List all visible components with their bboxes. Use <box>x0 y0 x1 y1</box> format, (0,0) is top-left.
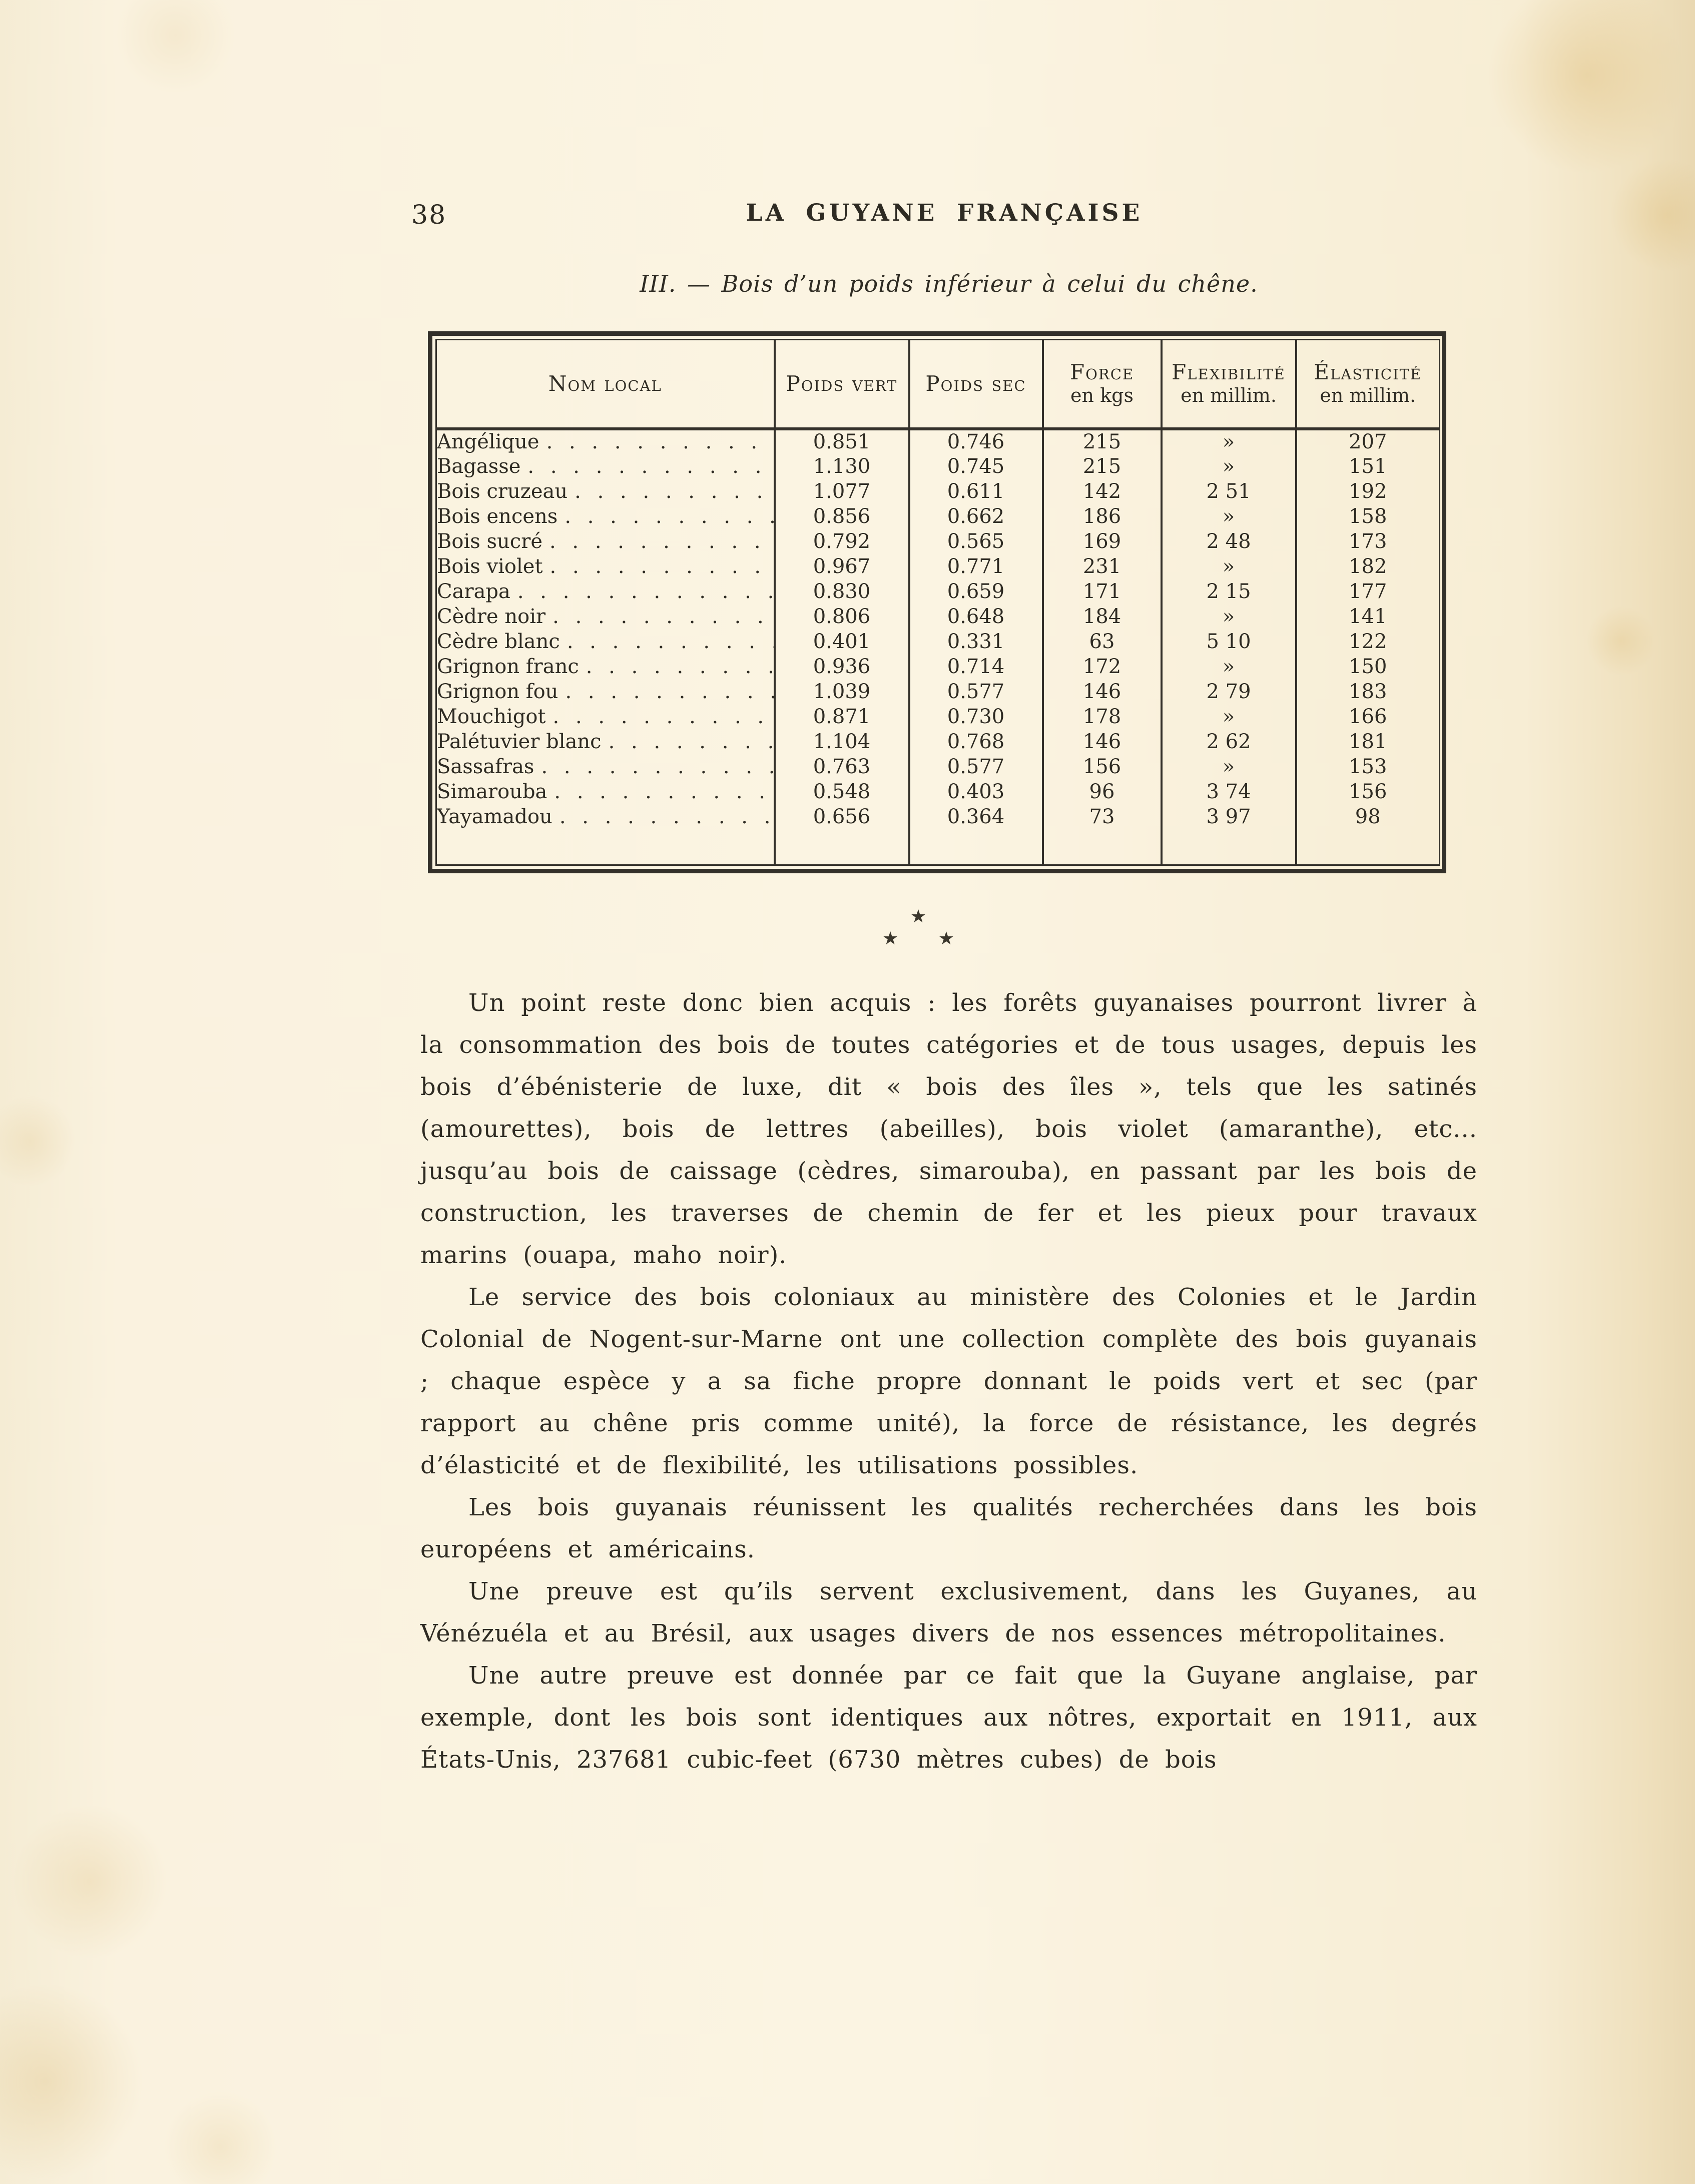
paragraph-2: Le service des bois coloniaux au ministère des Colonies et le Jardin Colonial de Nogent-sur-Marne ont une collection complète des bois guyanais ; chaque espèce y a sa fiche propre donnant le poids vert et sec (par rapport au chêne pris comme unité), la force de résistance, les degrés d’élasticité et de flexibilité, les utilisations possibles. <box>420 1283 1477 1479</box>
cell-poids-vert: 1.104 <box>775 729 909 754</box>
cell-poids-vert: 0.871 <box>775 704 909 729</box>
cell-poids-sec: 0.611 <box>909 479 1043 504</box>
table-row <box>436 679 1440 704</box>
star-icons: ★ ★ <box>882 928 971 949</box>
cell-force: 231 <box>1043 554 1162 579</box>
cell-poids-vert: 1.130 <box>775 454 909 479</box>
dot-leader <box>586 655 774 678</box>
cell-poids-sec: 0.771 <box>909 554 1043 579</box>
cell-force: 73 <box>1043 804 1162 829</box>
cell-name: Angélique . . . <box>436 429 775 454</box>
cell-name: Bagasse . . . <box>436 454 775 479</box>
cell-elasticite: 173 <box>1296 529 1440 554</box>
table-row <box>436 779 1440 804</box>
cell-flexibilite: 2 48 <box>1162 529 1296 554</box>
section-title: III. — Bois d’un poids inférieur à celui du chêne. <box>640 270 1258 297</box>
cell-flexibilite: » <box>1162 429 1296 454</box>
dot-leader <box>564 505 773 528</box>
paragraph-3: Les bois guyanais réunissent les qualités recherchées dans les bois européens et américains. <box>420 1493 1477 1563</box>
dot-leader <box>609 730 774 753</box>
cell-poids-vert: 1.039 <box>775 679 909 704</box>
cell-poids-sec: 0.714 <box>909 654 1043 679</box>
dot-leader <box>567 630 774 653</box>
cell-elasticite: 150 <box>1296 654 1440 679</box>
running-title: LA GUYANE FRANÇAISE <box>746 199 1143 227</box>
cell-flexibilite: » <box>1162 504 1296 529</box>
cell-force: 186 <box>1043 504 1162 529</box>
cell-force: 172 <box>1043 654 1162 679</box>
paragraph-4: Une preuve est qu’ils servent exclusivement, dans les Guyanes, au Vénézuéla et au Brésil, aux usages divers de nos essences métropolitaines. <box>420 1577 1477 1648</box>
cell-poids-sec: 0.768 <box>909 729 1043 754</box>
cell-flexibilite: 5 10 <box>1162 629 1296 654</box>
cell-force: 146 <box>1043 679 1162 704</box>
cell-elasticite: 158 <box>1296 504 1440 529</box>
dot-leader <box>554 780 773 803</box>
body-text <box>420 982 1477 1781</box>
cell-force: 96 <box>1043 779 1162 804</box>
cell-poids-sec: 0.662 <box>909 504 1043 529</box>
cell-poids-sec: 0.577 <box>909 754 1043 779</box>
cell-poids-vert: 0.856 <box>775 504 909 529</box>
table-row <box>436 554 1440 579</box>
cell-poids-sec: 0.577 <box>909 679 1043 704</box>
cell-flexibilite: » <box>1162 704 1296 729</box>
cell-poids-vert: 0.851 <box>775 429 909 454</box>
cell-elasticite: 182 <box>1296 554 1440 579</box>
table-row <box>436 654 1440 679</box>
cell-name: Sassafras . . . <box>436 754 775 779</box>
cell-poids-vert: 0.806 <box>775 604 909 629</box>
cell-force: 178 <box>1043 704 1162 729</box>
header-force: Force en kgs <box>1043 340 1162 429</box>
cell-flexibilite: 2 62 <box>1162 729 1296 754</box>
cell-elasticite: 122 <box>1296 629 1440 654</box>
cell-poids-vert: 0.548 <box>775 779 909 804</box>
header-elasticite: Élasticité en millim. <box>1296 340 1440 429</box>
header-flexibilite: Flexibilité en millim. <box>1162 340 1296 429</box>
table-row <box>436 604 1440 629</box>
cell-force: 184 <box>1043 604 1162 629</box>
cell-force: 215 <box>1043 429 1162 454</box>
dot-leader <box>553 705 774 728</box>
cell-poids-vert: 0.936 <box>775 654 909 679</box>
cell-elasticite: 151 <box>1296 454 1440 479</box>
cell-name: Grignon fou . . . <box>436 679 775 704</box>
cell-flexibilite: » <box>1162 454 1296 479</box>
cell-force: 63 <box>1043 629 1162 654</box>
cell-force: 156 <box>1043 754 1162 779</box>
cell-flexibilite: 3 74 <box>1162 779 1296 804</box>
table-row <box>436 579 1440 604</box>
cell-elasticite: 207 <box>1296 429 1440 454</box>
dot-leader <box>565 680 773 703</box>
cell-name: Palétuvier blanc . . . <box>436 729 775 754</box>
cell-flexibilite: 2 15 <box>1162 579 1296 604</box>
cell-flexibilite: » <box>1162 654 1296 679</box>
cell-elasticite: 181 <box>1296 729 1440 754</box>
running-head <box>411 199 1477 235</box>
cell-elasticite: 177 <box>1296 579 1440 604</box>
table-row <box>436 429 1440 454</box>
dot-leader <box>575 480 773 503</box>
table-header-row <box>436 340 1440 429</box>
cell-poids-sec: 0.730 <box>909 704 1043 729</box>
dot-leader <box>550 555 774 578</box>
cell-poids-sec: 0.745 <box>909 454 1043 479</box>
cell-force: 171 <box>1043 579 1162 604</box>
cell-elasticite: 98 <box>1296 804 1440 829</box>
header-nom-local: Nom local <box>436 340 775 429</box>
cell-name: Carapa . . . <box>436 579 775 604</box>
cell-poids-sec: 0.648 <box>909 604 1043 629</box>
cell-flexibilite: 2 51 <box>1162 479 1296 504</box>
paragraph-1: Un point reste donc bien acquis : les forêts guyanaises pourront livrer à la consommation des bois de toutes catégories et de tous usages, depuis les bois d’ébénisterie de luxe, dit « bois des îles », tels que les satinés (amourettes), bois de lettres (abeilles), bois violet (amaranthe), etc... jusqu’au bois de caissage (cèdres, simarouba), en passant par les bois de construction, les traverses de chemin de fer et les pieux pour travaux marins (ouapa, maho noir). <box>420 989 1477 1269</box>
table-row <box>436 754 1440 779</box>
cell-flexibilite: 2 79 <box>1162 679 1296 704</box>
header-poids-sec: Poids sec <box>909 340 1043 429</box>
table-row <box>436 479 1440 504</box>
dot-leader <box>527 455 773 478</box>
cell-name: Cèdre noir . . . <box>436 604 775 629</box>
dot-leader <box>552 605 773 628</box>
cell-elasticite: 141 <box>1296 604 1440 629</box>
cell-force: 142 <box>1043 479 1162 504</box>
table-row <box>436 804 1440 829</box>
cell-poids-vert: 0.830 <box>775 579 909 604</box>
cell-poids-sec: 0.403 <box>909 779 1043 804</box>
table-row <box>436 529 1440 554</box>
cell-poids-vert: 0.656 <box>775 804 909 829</box>
cell-flexibilite: » <box>1162 604 1296 629</box>
cell-poids-vert: 0.967 <box>775 554 909 579</box>
cell-name: Bois cruzeau . . . <box>436 479 775 504</box>
cell-name: Bois encens . . . <box>436 504 775 529</box>
cell-poids-vert: 0.763 <box>775 754 909 779</box>
cell-name: Cèdre blanc . . . <box>436 629 775 654</box>
table-row <box>436 729 1440 754</box>
cell-elasticite: 192 <box>1296 479 1440 504</box>
cell-poids-vert: 0.792 <box>775 529 909 554</box>
table-row <box>436 504 1440 529</box>
dot-leader <box>549 530 774 553</box>
cell-poids-sec: 0.565 <box>909 529 1043 554</box>
cell-poids-sec: 0.331 <box>909 629 1043 654</box>
asterism-separator <box>420 907 1416 951</box>
cell-poids-vert: 1.077 <box>775 479 909 504</box>
cell-poids-sec: 0.659 <box>909 579 1043 604</box>
dot-leader <box>546 430 774 453</box>
cell-name: Yayamadou . . . <box>436 804 775 829</box>
cell-flexibilite: » <box>1162 554 1296 579</box>
cell-poids-sec: 0.746 <box>909 429 1043 454</box>
cell-name: Bois violet . . . <box>436 554 775 579</box>
cell-elasticite: 183 <box>1296 679 1440 704</box>
cell-poids-vert: 0.401 <box>775 629 909 654</box>
cell-force: 215 <box>1043 454 1162 479</box>
wood-properties-table <box>435 339 1440 866</box>
dot-leader <box>559 805 774 828</box>
cell-name: Grignon franc . . . <box>436 654 775 679</box>
table-row <box>436 454 1440 479</box>
cell-poids-sec: 0.364 <box>909 804 1043 829</box>
table-bottom-spacer <box>436 829 1440 865</box>
paragraph-5: Une autre preuve est donnée par ce fait que la Guyane anglaise, par exemple, dont les bois sont identiques aux nôtres, exportait en 1911, aux États-Unis, 237681 cubic-feet (6730 mètres cubes) de bois <box>420 1662 1477 1774</box>
dot-leader <box>517 580 774 603</box>
star-icon: ★ <box>910 906 927 927</box>
cell-force: 146 <box>1043 729 1162 754</box>
table-row <box>436 629 1440 654</box>
cell-name: Simarouba . . . <box>436 779 775 804</box>
header-poids-vert: Poids vert <box>775 340 909 429</box>
cell-flexibilite: 3 97 <box>1162 804 1296 829</box>
page-number: 38 <box>411 200 447 230</box>
cell-elasticite: 153 <box>1296 754 1440 779</box>
cell-force: 169 <box>1043 529 1162 554</box>
cell-name: Mouchigot . . . <box>436 704 775 729</box>
cell-flexibilite: » <box>1162 754 1296 779</box>
cell-elasticite: 156 <box>1296 779 1440 804</box>
cell-elasticite: 166 <box>1296 704 1440 729</box>
dot-leader <box>541 755 773 778</box>
wood-table-frame <box>428 331 1446 873</box>
cell-name: Bois sucré . . . <box>436 529 775 554</box>
table-row <box>436 704 1440 729</box>
